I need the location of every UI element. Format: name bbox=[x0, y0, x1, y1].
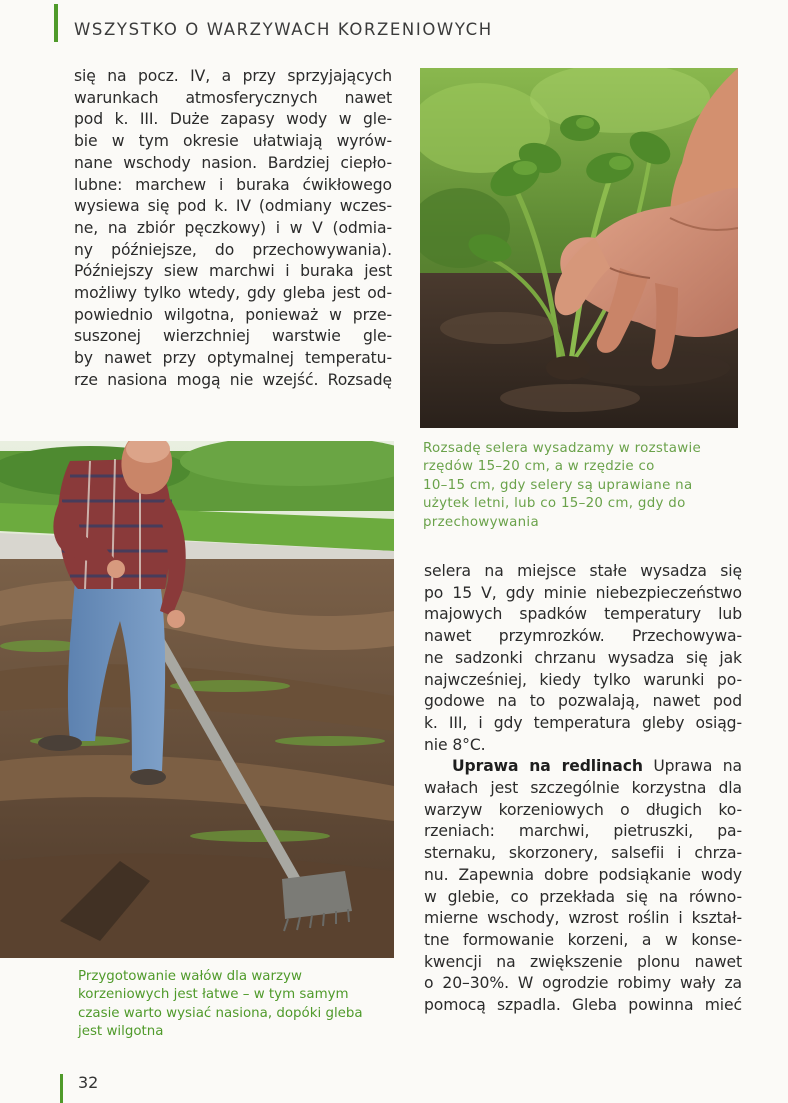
text-line: nane wschody nasion. Bardziej ciepło- bbox=[74, 153, 392, 172]
text-line: rzeniach: marchwi, pietruszki, pa- bbox=[424, 822, 742, 841]
text-line: ny późniejsze, do przechowywania). bbox=[74, 240, 392, 259]
text-line: godowe na to pozwalają, nawet pod bbox=[424, 692, 742, 711]
text-line: suszonej wierzchniej warstwie gle- bbox=[74, 327, 392, 346]
text-line: sternaku, skorzonery, salsefii i chrza- bbox=[424, 844, 742, 863]
header-accent-bar bbox=[54, 4, 58, 42]
section-first-line-rest: Uprawa na bbox=[653, 757, 742, 776]
text-line: nawet przymrozków. Przechowywa- bbox=[424, 627, 742, 646]
celery-photo-illustration bbox=[420, 68, 738, 428]
text-line: nu. Zapewnia dobre podsiąkanie wody bbox=[424, 865, 742, 884]
footer-accent-bar bbox=[60, 1074, 63, 1103]
gardener-photo-illustration bbox=[0, 441, 394, 958]
caption-line: użytek letni, lub co 15–20 cm, gdy do bbox=[423, 496, 686, 512]
section-first-line bbox=[424, 756, 742, 778]
celery-planting-photo bbox=[420, 68, 738, 428]
text-line: możliwy tylko wtedy, gdy gleba jest od- bbox=[74, 284, 392, 303]
text-line: k. III, i gdy temperatura gleby osiąg- bbox=[424, 713, 742, 732]
page-number: 32 bbox=[78, 1073, 99, 1092]
text-line: tne formowanie korzeni, a w konse- bbox=[424, 930, 742, 949]
text-line: pomocą szpadla. Gleba powinna mieć bbox=[424, 996, 742, 1015]
text-line: powiednio wilgotna, ponieważ w prze- bbox=[74, 305, 392, 324]
text-line: się na pocz. IV, a przy sprzyjających bbox=[74, 67, 392, 85]
gardener-raking-photo bbox=[0, 441, 394, 958]
caption-line: 10–15 cm, gdy selery są uprawiane na bbox=[423, 477, 693, 493]
text-line: wałach jest szczególnie korzystna dla bbox=[424, 779, 742, 798]
caption-line: korzeniowych jest łatwe – w tym samym bbox=[78, 987, 349, 1003]
text-line: selera na miejsce stałe wysadza się bbox=[424, 562, 742, 580]
caption-line: Przygotowanie wałów dla warzyw bbox=[78, 969, 302, 984]
text-line: najwcześniej, kiedy tylko warunki po- bbox=[424, 670, 742, 689]
text-line: lubne: marchew i buraka ćwikłowego bbox=[74, 175, 392, 194]
text-line: ne, na zbiór pęczkowy) i w V (odmia- bbox=[74, 218, 392, 237]
text-line: Późniejszy siew marchwi i buraka jest bbox=[74, 262, 392, 281]
text-line: kwencji na zwiększenie plonu nawet bbox=[424, 952, 742, 971]
text-line: pod k. III. Duże zapasy wody w gle- bbox=[74, 110, 392, 129]
text-line: mierne wschody, wzrost roślin i kształ- bbox=[424, 909, 742, 928]
left-column-text bbox=[74, 66, 392, 392]
celery-photo-caption bbox=[423, 440, 741, 532]
text-line: ne sadzonki chrzanu wysadza się jak bbox=[424, 648, 742, 667]
text-line: warunkach atmosferycznych nawet bbox=[74, 88, 392, 107]
caption-line: rzędów 15–20 cm, a w rzędzie co bbox=[423, 459, 655, 475]
text-line: po 15 V, gdy minie niebezpieczeństwo bbox=[424, 583, 742, 602]
caption-line: jest wilgotna bbox=[78, 1024, 164, 1040]
caption-line: czasie warto wysiać nasiona, dopóki gleba bbox=[78, 1005, 363, 1021]
section-heading: Uprawa na redlinach bbox=[452, 757, 643, 776]
text-line: rze nasiona mogą nie wzejść. Rozsadę bbox=[74, 370, 392, 389]
running-header-title: WSZYSTKO O WARZYWACH KORZENIOWYCH bbox=[74, 20, 493, 39]
right-column-text bbox=[424, 561, 742, 1017]
gardener-photo-caption bbox=[78, 968, 396, 1042]
text-line: wysiewa się pod k. IV (odmiany wczes- bbox=[74, 197, 392, 216]
caption-line: przechowywania bbox=[423, 514, 539, 530]
text-line: nie 8°C. bbox=[424, 735, 486, 754]
text-line: o 20–30%. W ogrodzie robimy wały za bbox=[424, 974, 742, 993]
text-line: warzyw korzeniowych o długich ko- bbox=[424, 800, 742, 819]
text-line: w glebie, co przekłada się na równo- bbox=[424, 887, 742, 906]
text-line: bie w tym okresie ułatwiają wyrów- bbox=[74, 132, 392, 151]
caption-line: Rozsadę selera wysadzamy w rozstawie bbox=[423, 441, 702, 456]
text-line: majowych spadków temperatury lub bbox=[424, 605, 742, 624]
text-line: by nawet przy optymalnej temperatu- bbox=[74, 349, 392, 368]
